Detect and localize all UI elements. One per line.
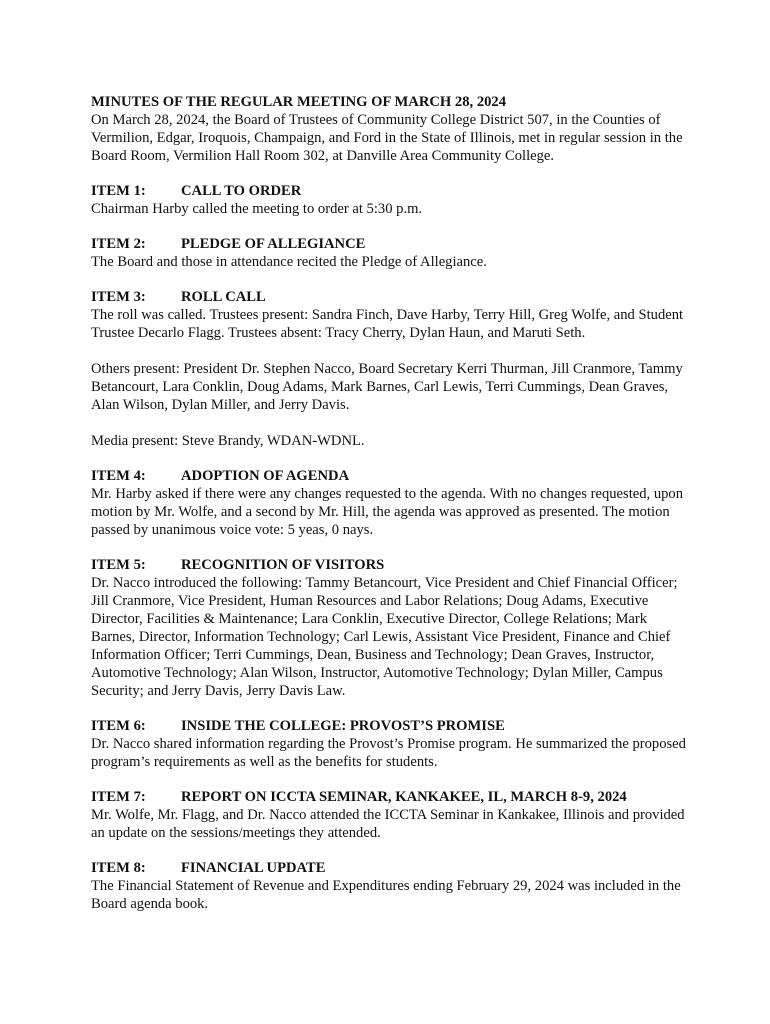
item-number: ITEM 7:: [91, 789, 146, 805]
item-heading: [91, 467, 691, 485]
item-recognition-of-visitors: [91, 556, 691, 700]
document-title: MINUTES OF THE REGULAR MEETING OF MARCH 28, 2024: [91, 94, 507, 110]
item-iccta-seminar: [91, 788, 691, 842]
item-title: INSIDE THE COLLEGE: PROVOST’S PROMISE: [181, 718, 505, 734]
item-text: Mr. Wolfe, Mr. Flagg, and Dr. Nacco attended the ICCTA Seminar in Kankakee, Illinois and provided an update on the sessions/meetings they attended.: [91, 807, 685, 841]
item-roll-call: [91, 288, 691, 450]
item-text: Mr. Harby asked if there were any changes requested to the agenda. With no changes requested, upon motion by Mr. Wolfe, and a second by Mr. Hill, the agenda was approved as presented. The motion passed by unanimous voice vote: 5 yeas, 0 nays.: [91, 486, 684, 538]
item-adoption-of-agenda: [91, 467, 691, 539]
item-number: ITEM 5:: [91, 557, 146, 573]
intro-paragraph: On March 28, 2024, the Board of Trustees of Community College District 507, in the Counties of Vermilion, Edgar, Iroquois, Champaign, and Ford in the State of Illinois, met in regular session in the Board Room, Vermilion Hall Room 302, at Danville Area Community College.: [91, 112, 683, 164]
item-text: Dr. Nacco shared information regarding the Provost’s Promise program. He summarized the proposed program’s requirements as well as the benefits for students.: [91, 736, 686, 770]
item-title: REPORT ON ICCTA SEMINAR, KANKAKEE, IL, MARCH 8-9, 2024: [181, 789, 627, 805]
item-title: ROLL CALL: [181, 289, 266, 305]
item-text: The roll was called. Trustees present: Sandra Finch, Dave Harby, Terry Hill, Greg Wolfe, and Student Trustee Decarlo Flagg. Trustees absent: Tracy Cherry, Dylan Haun, and Maruti Seth.: [91, 307, 684, 341]
item-number: ITEM 4:: [91, 468, 146, 484]
minutes-body: [91, 93, 691, 913]
item-pledge: [91, 235, 691, 271]
item-number: ITEM 8:: [91, 860, 146, 876]
item-heading: [91, 859, 691, 877]
item-title: ADOPTION OF AGENDA: [181, 468, 350, 484]
item-title: PLEDGE OF ALLEGIANCE: [181, 236, 366, 252]
item-text: The Financial Statement of Revenue and Expenditures ending February 29, 2024 was included in the Board agenda book.: [91, 878, 681, 912]
item-financial-update: [91, 859, 691, 913]
item-heading: [91, 717, 691, 735]
item-number: ITEM 3:: [91, 289, 146, 305]
item-title: FINANCIAL UPDATE: [181, 860, 326, 876]
others-present: Others present: President Dr. Stephen Nacco, Board Secretary Kerri Thurman, Jill Cranmore, Tammy Betancourt, Lara Conklin, Doug Adams, Mark Barnes, Carl Lewis, Terri Cummings, Dean Graves, Alan Wilson, Dylan Miller, and Jerry Davis.: [91, 361, 683, 413]
item-heading: [91, 556, 691, 574]
item-number: ITEM 1:: [91, 183, 146, 199]
item-text: Dr. Nacco introduced the following: Tammy Betancourt, Vice President and Chief Financial Officer; Jill Cranmore, Vice President, Human Resources and Labor Relations; Doug Adams, Executive Director, Facilities & Maintenance; Lara Conklin, Executive Director, College Relations; Mark Barnes, Director, Information Technology; Carl Lewis, Assistant Vice President, Finance and Chief Information Officer; Terri Cummings, Dean, Business and Technology; Dean Graves, Instructor, Automotive Technology; Alan Wilson, Instructor, Automotive Technology; Dylan Miller, Campus Security; and Jerry Davis, Jerry Davis Law.: [91, 575, 678, 699]
item-heading: [91, 182, 691, 200]
item-heading: [91, 788, 691, 806]
item-heading: [91, 288, 691, 306]
item-title: RECOGNITION OF VISITORS: [181, 557, 385, 573]
item-provosts-promise: [91, 717, 691, 771]
item-call-to-order: [91, 182, 691, 218]
item-text: The Board and those in attendance recited the Pledge of Allegiance.: [91, 254, 487, 270]
item-number: ITEM 6:: [91, 718, 146, 734]
item-text: Chairman Harby called the meeting to order at 5:30 p.m.: [91, 201, 423, 217]
media-present: Media present: Steve Brandy, WDAN-WDNL.: [91, 433, 365, 449]
item-number: ITEM 2:: [91, 236, 146, 252]
item-heading: [91, 235, 691, 253]
item-title: CALL TO ORDER: [181, 183, 302, 199]
